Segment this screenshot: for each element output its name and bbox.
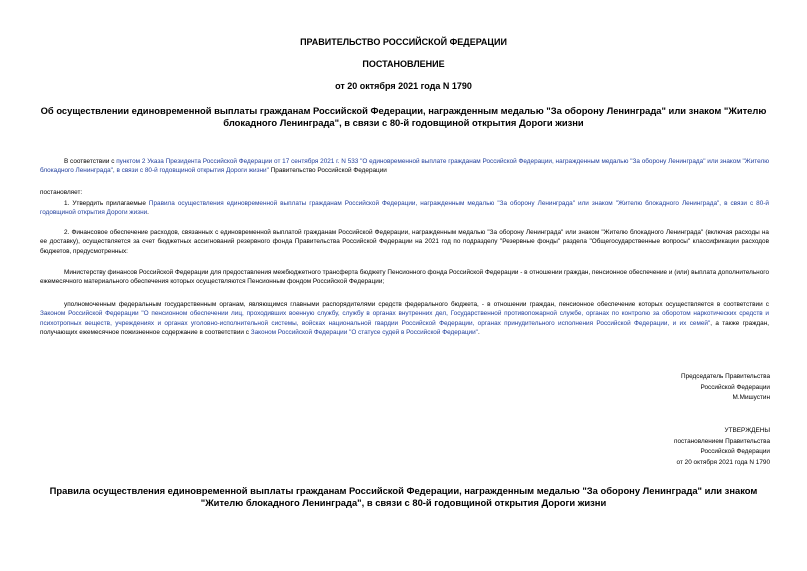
doc-type-heading: ПОСТАНОВЛЕНИЕ — [362, 59, 445, 69]
approval-date: от 20 октября 2021 года N 1790 — [676, 458, 770, 466]
signature-block — [681, 372, 770, 404]
resolution-title: Об осуществлении единовременной выплаты гражданам Российской Федерации, награжденным медалью "За оборону Ленинграда" или знаком "Жителю блокадного Ленинграда", в связи с 80-й годовщиной открытия Дороги жизни — [40, 105, 767, 128]
approval-by: постановлением Правительства — [674, 437, 770, 445]
rules-title: Правила осуществления единовременной выплаты гражданам Российской Федерации, награжденным медалью "За оборону Ленинграда" или знаком "Жителю блокадного Ленинграда", в связи с 80-й годовщиной открытия Дороги жизни — [49, 485, 758, 508]
paragraph-federal-bodies: уполномоченным федеральным государственным органам, являющимся главными распорядителями средств федерального бюджета, - в отношении граждан, пенсионное обеспечение которых осуществляется в соответствии с Законом Российской Федерации "О пенсионном обеспечении лиц, проходивших военную службу, службу в органах внутренних дел, Государственной противопожарной службе, органах по контролю за оборотом наркотических средств и психотропных веществ, учреждениях и органах уголовно-исполнительной системы, войсках национальной гвардии Российской Федерации, органах принудительного исполнения Российской Федерации, и их семей", а также граждан, получающих ежемесячное пожизненное содержание в соответствии с Законом Российской Федерации "О статусе судей в Российской Федерации". — [40, 301, 769, 336]
pension-law-link[interactable]: Законом Российской Федерации "О пенсионном обеспечении лиц, проходивших военную службу, службу в органах внутренних дел, Государственной противопожарной службе, органах по контролю за оборотом наркотических средств и психотропных веществ, учреждениях и органах уголовно-исполнительной системы, войсках национальной гвардии Российской Федерации, органах принудительного исполнения Российской Федерации, и их семей" — [40, 310, 769, 327]
judges-law-link[interactable]: Законом Российской Федерации "О статусе судей в Российской Федерации" — [250, 328, 478, 336]
decree-link[interactable]: пунктом 2 Указа Президента Российской Федерации от 17 сентября 2021 г. N 533 "О единовременной выплате гражданам Российской Федерации, награжденным медалью "За оборону Ленинграда" или знаком "Жителю блокадного Ленинграда", в связи с 80-й годовщиной открытия Дороги жизни" — [40, 158, 769, 175]
rules-link[interactable]: Правила осуществления единовременной выплаты гражданам Российской Федерации, награжденным медалью "За оборону Ленинграда" или знаком "Жителю блокадного Ленинграда", в связи с 80-й годовщиной открытия Дороги жизни — [40, 200, 769, 217]
approval-block — [674, 426, 770, 468]
signature-country: Российской Федерации — [700, 383, 770, 391]
approval-country: Российской Федерации — [700, 448, 770, 456]
date-number: от 20 октября 2021 года N 1790 — [335, 81, 472, 91]
paragraph-resolves: постановляет: — [40, 189, 83, 196]
signature-position: Председатель Правительства — [681, 373, 770, 380]
paragraph-item-1: 1. Утвердить прилагаемые Правила осуществления единовременной выплаты гражданам Российской Федерации, награжденным медалью "За оборону Ленинграда" или знаком "Жителю блокадного Ленинграда", в связи с 80-й годовщиной открытия Дороги жизни. — [40, 200, 769, 217]
approval-heading: УТВЕРЖДЕНЫ — [724, 427, 770, 434]
signature-name: М.Мишустин — [732, 394, 770, 402]
paragraph-item-2: 2. Финансовое обеспечение расходов, связанных с единовременной выплатой гражданам Российской Федерации, награжденным медалью "За оборону Ленинграда" или знаком "Жителю блокадного Ленинграда" (включая расходы на ее доставку), осуществляется за счет бюджетных ассигнований резервного фонда Правительства Российской Федерации на 2021 год по подразделу "Резервные фонды" раздела "Общегосударственные вопросы" классификации расходов бюджетов, предусмотренных: — [40, 229, 769, 255]
government-heading: ПРАВИТЕЛЬСТВО РОССИЙСКОЙ ФЕДЕРАЦИИ — [300, 37, 507, 47]
paragraph-preamble: В соответствии с пунктом 2 Указа Президента Российской Федерации от 17 сентября 2021 г. N 533 "О единовременной выплате гражданам Российской Федерации, награжденным медалью "За оборону Ленинграда" или знаком "Жителю блокадного Ленинграда", в связи с 80-й годовщиной открытия Дороги жизни" Правительство Российской Федерации — [40, 158, 769, 175]
paragraph-ministry: Министерству финансов Российской Федерации для предоставления межбюджетного трансферта бюджету Пенсионного фонда Российской Федерации - в отношении граждан, пенсионное обеспечение и (или) выплата дополнительного ежемесячного материального обеспечения которых осуществляются Пенсионным фондом Российской Федерации; — [40, 269, 769, 286]
